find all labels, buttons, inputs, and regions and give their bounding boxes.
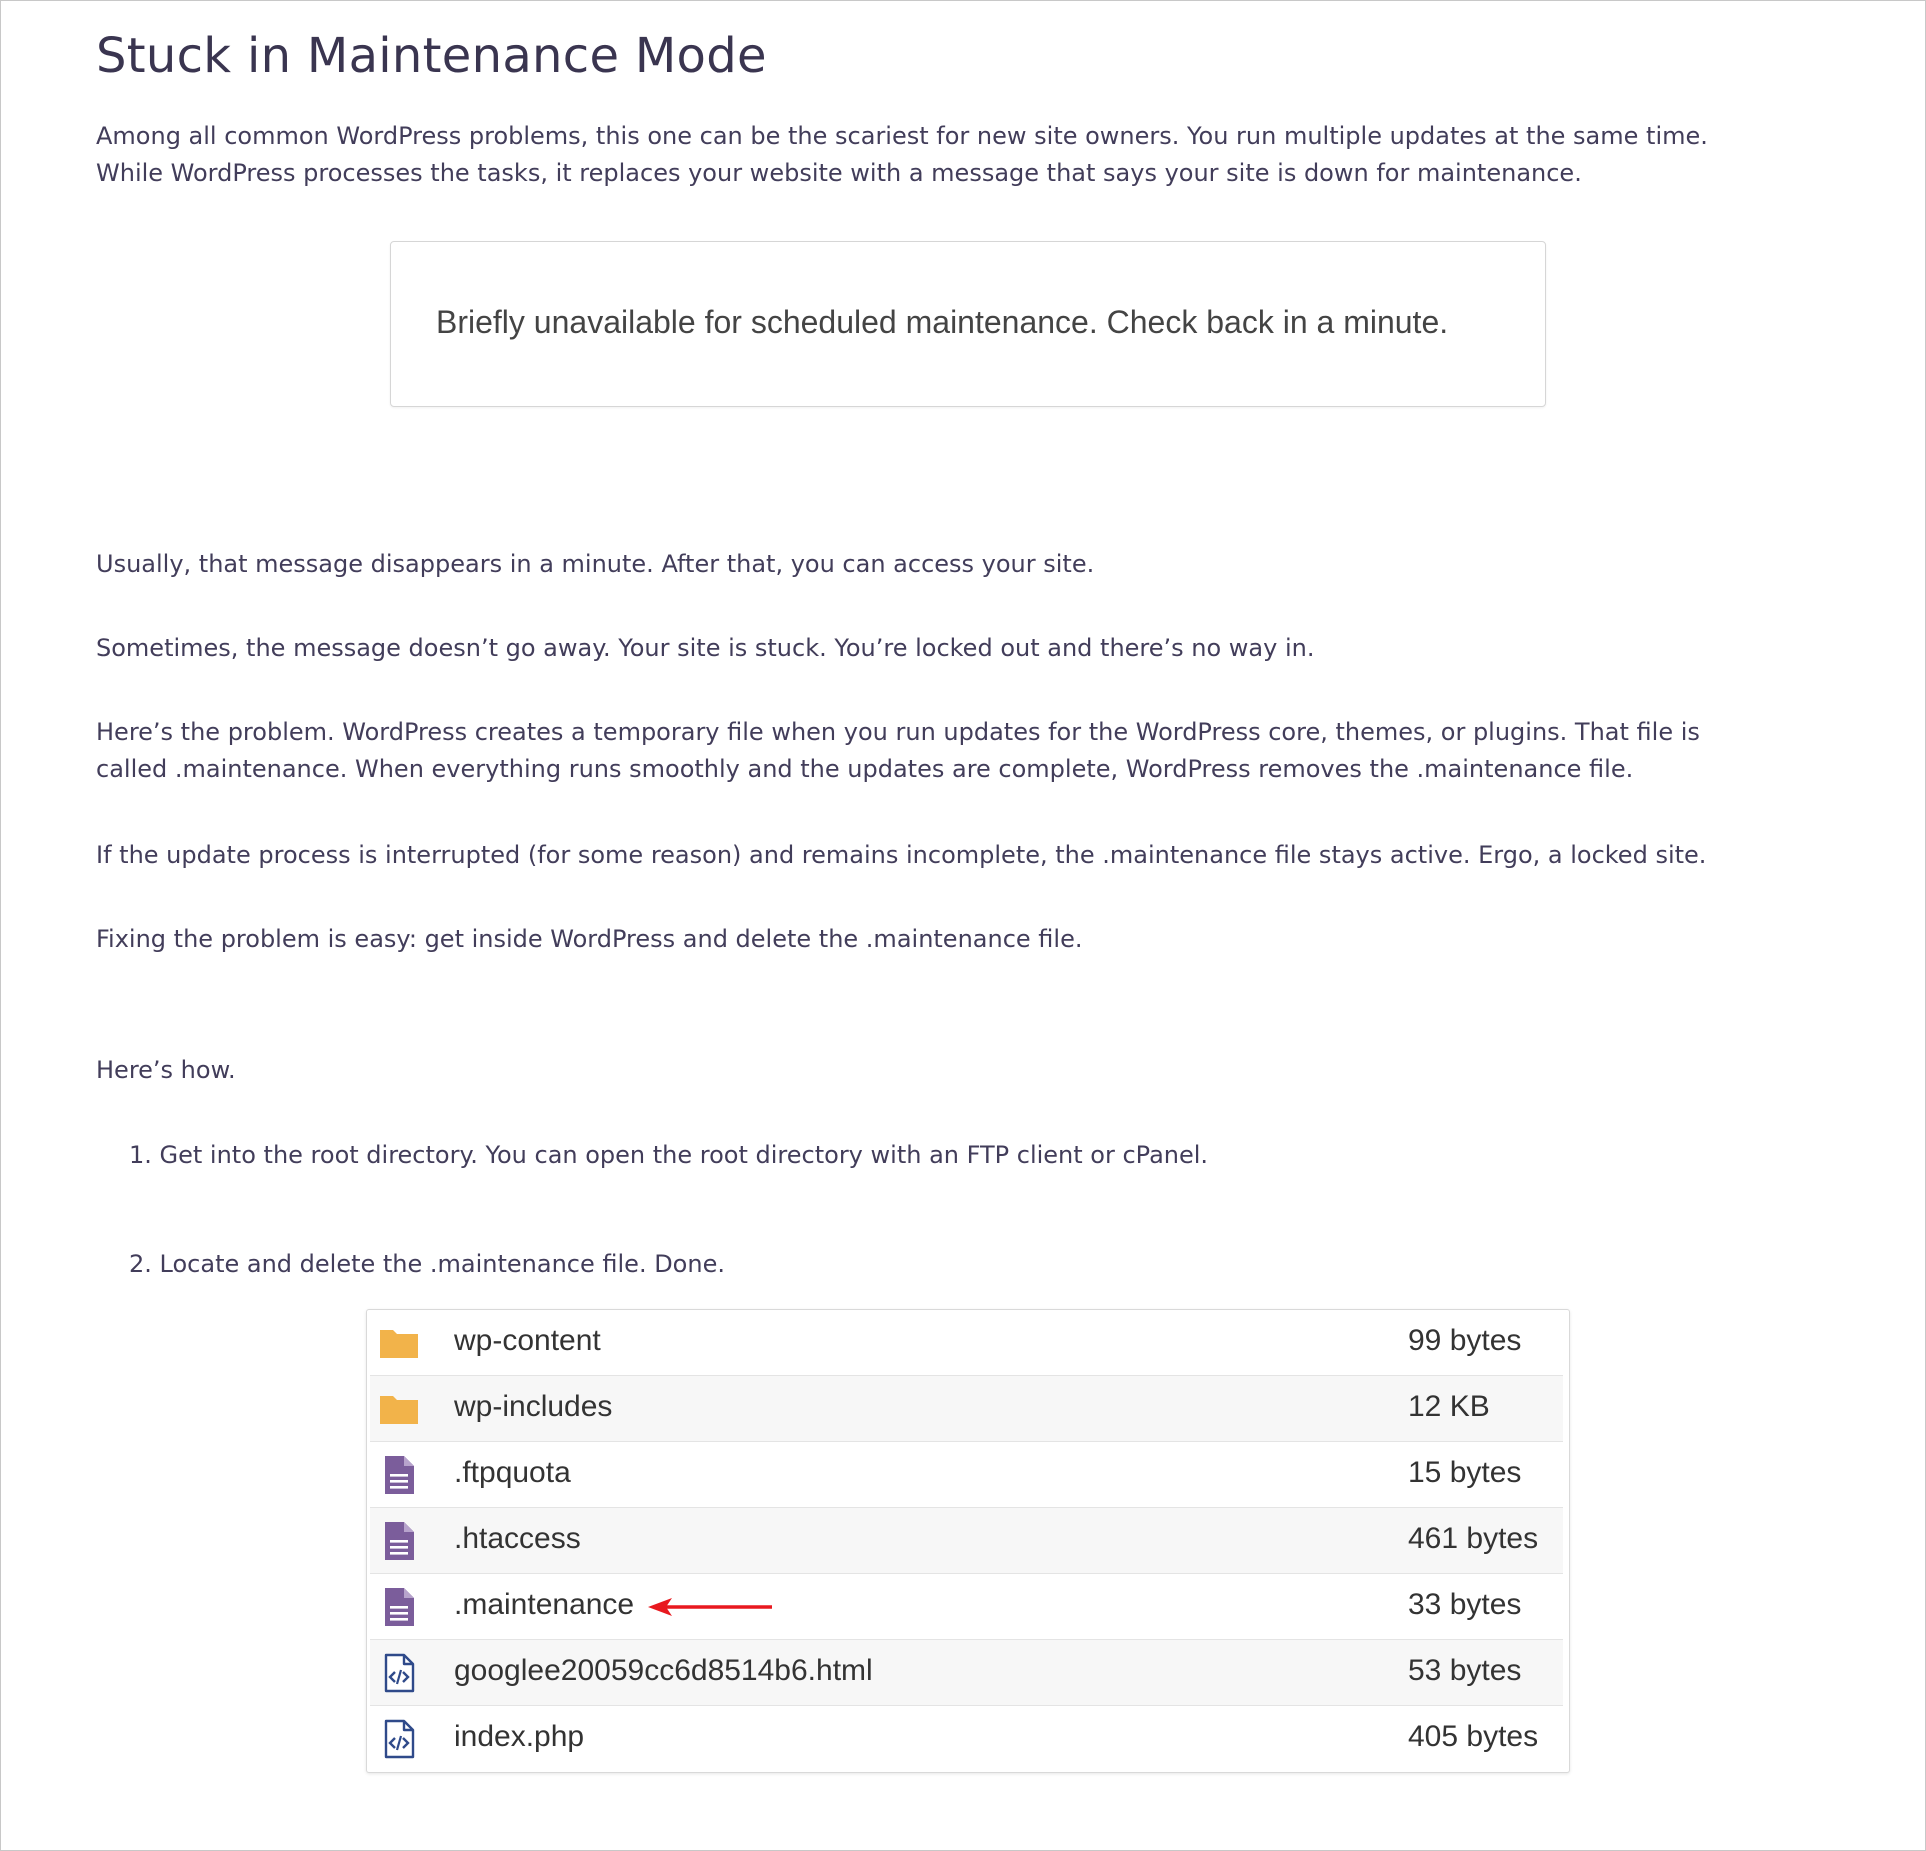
text-file-icon <box>378 1454 420 1496</box>
file-name: index.php <box>454 1720 585 1753</box>
file-row-htaccess <box>370 1508 1563 1574</box>
maintenance-message-screenshot <box>390 241 1546 407</box>
paragraph-interrupted: If the update process is interrupted (for some reason) and remains incomplete, the .maintenance file stays active. Ergo, a locked site. <box>96 841 1707 869</box>
step-item: 1. Get into the root directory. You can open the root directory with an FTP client or cPanel. <box>129 1141 1209 1169</box>
file-name: .ftpquota <box>454 1456 571 1489</box>
code-file-icon <box>378 1718 420 1760</box>
folder-icon <box>378 1388 420 1430</box>
step-item: 2. Locate and delete the .maintenance file. Done. <box>129 1250 725 1278</box>
folder-icon <box>378 1322 420 1364</box>
paragraph-problem <box>96 714 1700 788</box>
file-name: .maintenance <box>454 1588 635 1621</box>
intro-paragraph <box>96 118 1708 192</box>
file-row-wp-includes <box>370 1376 1563 1442</box>
file-row-wp-content <box>370 1310 1563 1376</box>
paragraph-heres-how: Here’s how. <box>96 1056 236 1084</box>
paragraph-sometimes: Sometimes, the message doesn’t go away. Your site is stuck. You’re locked out and there’s no way in. <box>96 634 1315 662</box>
file-size: 99 bytes <box>1408 1324 1522 1357</box>
paragraph-usually: Usually, that message disappears in a minute. After that, you can access your site. <box>96 550 1095 578</box>
file-size: 12 KB <box>1408 1390 1490 1423</box>
file-size: 33 bytes <box>1408 1588 1522 1621</box>
file-name: .htaccess <box>454 1522 581 1555</box>
file-size: 53 bytes <box>1408 1654 1522 1687</box>
file-size: 15 bytes <box>1408 1456 1522 1489</box>
file-row-index-php <box>370 1706 1563 1772</box>
file-name: wp-includes <box>454 1390 613 1423</box>
paragraph-fixing: Fixing the problem is easy: get inside WordPress and delete the .maintenance file. <box>96 925 1083 953</box>
file-size: 405 bytes <box>1408 1720 1539 1753</box>
red-arrow-icon <box>646 1592 776 1622</box>
file-row-googlee-html <box>370 1640 1563 1706</box>
file-size: 461 bytes <box>1408 1522 1539 1555</box>
file-row-ftpquota <box>370 1442 1563 1508</box>
problem-line-1: Here’s the problem. WordPress creates a temporary file when you run updates for the WordPress core, themes, or plugins. That file is <box>96 718 1700 746</box>
file-name: googlee20059cc6d8514b6.html <box>454 1654 873 1687</box>
text-file-icon <box>378 1520 420 1562</box>
article-title: Stuck in Maintenance Mode <box>96 28 767 84</box>
maintenance-message-text: Briefly unavailable for scheduled maintenance. Check back in a minute. <box>436 304 1449 340</box>
intro-line-1: Among all common WordPress problems, this one can be the scariest for new site owners. You run multiple updates at the same time. <box>96 122 1708 150</box>
text-file-icon <box>378 1586 420 1628</box>
file-listing-screenshot <box>366 1309 1570 1773</box>
file-name: wp-content <box>454 1324 601 1357</box>
code-file-icon <box>378 1652 420 1694</box>
file-row-maintenance <box>370 1574 1563 1640</box>
problem-line-2: called .maintenance. When everything runs smoothly and the updates are complete, WordPress removes the .maintenance file. <box>96 755 1634 783</box>
intro-line-2: While WordPress processes the tasks, it replaces your website with a message that says your site is down for maintenance. <box>96 159 1582 187</box>
